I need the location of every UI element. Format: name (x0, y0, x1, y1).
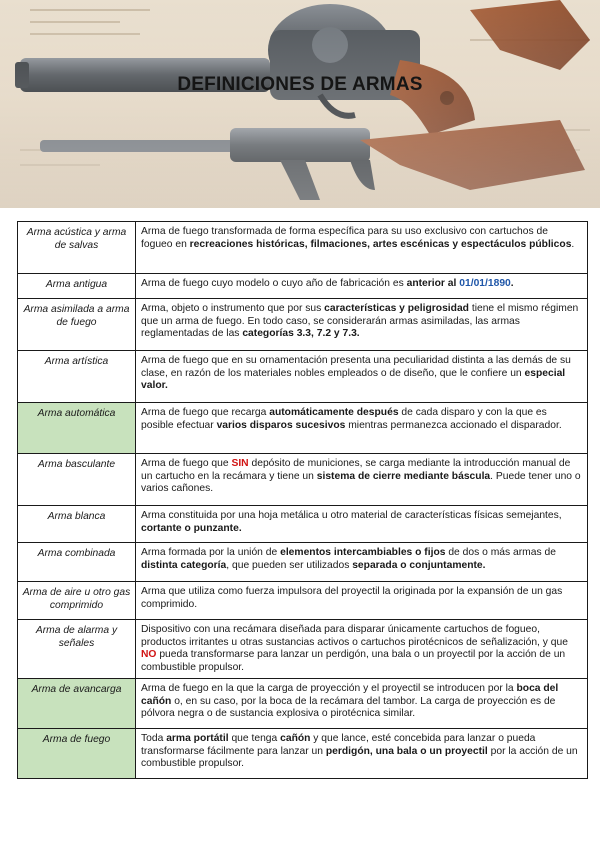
definition-term: Arma de alarma y señales (18, 620, 136, 679)
definition-text-part: que tenga (228, 732, 281, 744)
page-title: DEFINICIONES DE ARMAS (177, 74, 423, 95)
definitions-table (17, 221, 588, 779)
definition-term: Arma de aire u otro gas comprimido (18, 582, 136, 620)
definition-text-part: Arma de fuego que recarga (141, 407, 270, 418)
definition-text (136, 620, 588, 679)
definition-text-part: por la acción de un combustible propulsor. (141, 745, 578, 770)
definition-row (18, 620, 588, 679)
definition-term: Arma de fuego (18, 728, 136, 778)
definition-term: Arma acústica y arma de salvas (18, 222, 136, 274)
definition-text (136, 678, 588, 728)
definition-term: Arma basculante (18, 454, 136, 506)
definition-term: Arma automática (18, 403, 136, 454)
definition-term: Arma blanca (18, 506, 136, 543)
definition-text-part: depósito de municiones, se carga mediante la introducción manual de un cartucho en la recámara y tiene un (141, 458, 571, 482)
definition-text-part: automáticamente después (269, 407, 399, 418)
definition-text-part: . (571, 238, 575, 250)
definition-row (18, 403, 588, 454)
definition-text-part: Arma de fuego transformada de forma específica para su uso exclusivo con cartuchos de fogueo en (141, 226, 548, 250)
definition-text-part: . Puede tener uno o varios cañones. (141, 470, 581, 495)
definition-text-part: cañón (280, 732, 311, 744)
definition-text-part: distinta categoría (141, 559, 227, 571)
definition-row (18, 454, 588, 506)
definition-text-part: Arma de fuego en la que la carga de proyección y el proyectil se introducen por la (141, 682, 517, 694)
definition-text-part: Arma, objeto o instrumento que por sus (141, 303, 325, 314)
definition-text-part: Arma formada por la unión de (141, 547, 281, 558)
definition-text-part: boca del cañón (141, 682, 559, 707)
definition-text-part: perdigón, una bala o un proyectil (325, 745, 488, 757)
definition-row (18, 543, 588, 582)
definition-text-part: Arma que utiliza como fuerza impulsora del proyectil la originada por la expansión de un gas comprimido. (141, 586, 563, 610)
definition-text-part: elementos intercambiables o fijos (280, 547, 446, 558)
definition-text-part: recreaciones históricas, filmaciones, artes escénicas y espectáculos públicos (189, 238, 572, 250)
definition-text-part: mientras permanezca accionado el disparador. (345, 419, 562, 431)
definition-term: Arma de avancarga (18, 678, 136, 728)
definition-text-part: de dos o más armas de (445, 547, 556, 558)
definition-text-part: . (510, 278, 514, 289)
definition-text-part: SIN (231, 458, 249, 469)
firearms-illustration (0, 0, 600, 208)
definition-row (18, 351, 588, 403)
definition-row (18, 506, 588, 543)
definition-text (136, 506, 588, 543)
definition-text-part: Arma constituida por una hoja metálica u otro material de características físicas semejantes, (141, 510, 562, 521)
definition-text-part: pueda transformarse para lanzar un perdigón, una bala o un proyectil por la acción de un combustible propulsor. (141, 649, 566, 674)
definition-term: Arma antigua (18, 274, 136, 299)
definition-text-part: NO (141, 649, 157, 661)
definition-text-part: o, en su caso, por la boca de la recámara del tambor. La carga de proyección es de pólvora negra o de sustancia explosiva o pirotécnica similar. (141, 695, 556, 720)
definition-row (18, 299, 588, 351)
definition-text-part: Dispositivo con una recámara diseñada para disparar únicamente cartuchos de fogueo, productos irritantes u otras sustancias activos o cartuchos pirotécnicos de señalización, y que (141, 624, 568, 648)
definition-term: Arma artística (18, 351, 136, 403)
definition-text (136, 728, 588, 778)
definition-text-part: de cada disparo y con la que es posible efectuar (141, 407, 547, 431)
definition-text-part: características y peligrosidad (324, 303, 469, 314)
definition-text (136, 299, 588, 351)
definition-text-part: tiene el mismo régimen que un arma de fuego. En todo caso, se considerarán armas asimiladas, las armas reglamentadas de las (141, 303, 579, 340)
definition-row (18, 274, 588, 299)
definition-text-part: Arma de fuego que en su ornamentación presenta una peculiaridad distinta a las demás de su clase, en razón de los materiales nobles empleados o de diseño, que le confiere un (141, 355, 571, 379)
definition-text (136, 582, 588, 620)
definition-text-part: 01/01/1890 (459, 278, 511, 289)
definition-term: Arma combinada (18, 543, 136, 582)
definition-text (136, 222, 588, 274)
definition-row (18, 728, 588, 778)
definition-text-part: y que lance, esté concebida para lanzar o pueda transformarse fácilmente para lanzar un (141, 732, 536, 757)
definition-text-part: arma portátil (166, 732, 229, 744)
definition-text-part: Arma de fuego cuyo modelo o cuyo año de fabricación es (141, 278, 407, 289)
definition-row (18, 678, 588, 728)
definition-text (136, 274, 588, 299)
definition-text (136, 351, 588, 403)
definition-term: Arma asimilada a arma de fuego (18, 299, 136, 351)
header-banner (0, 0, 600, 208)
definition-text-part: varios disparos sucesivos (216, 419, 346, 431)
definition-text-part: categorías 3.3, 7.2 y 7.3. (242, 328, 360, 340)
definition-row (18, 582, 588, 620)
definition-text-part: separada o conjuntamente. (352, 559, 486, 571)
definition-text-part: sistema de cierre mediante báscula (316, 470, 491, 482)
definition-text-part: Toda (141, 732, 167, 744)
definition-text (136, 543, 588, 582)
definition-text-part: especial valor. (141, 367, 566, 392)
definition-text-part: , que pueden ser utilizados (226, 559, 353, 571)
definition-text (136, 454, 588, 506)
definition-text-part: cortante o punzante. (141, 522, 242, 534)
definition-row (18, 222, 588, 274)
definition-text-part: Arma de fuego que (141, 458, 232, 469)
definition-text-part: anterior al (406, 278, 460, 289)
definition-text (136, 403, 588, 454)
